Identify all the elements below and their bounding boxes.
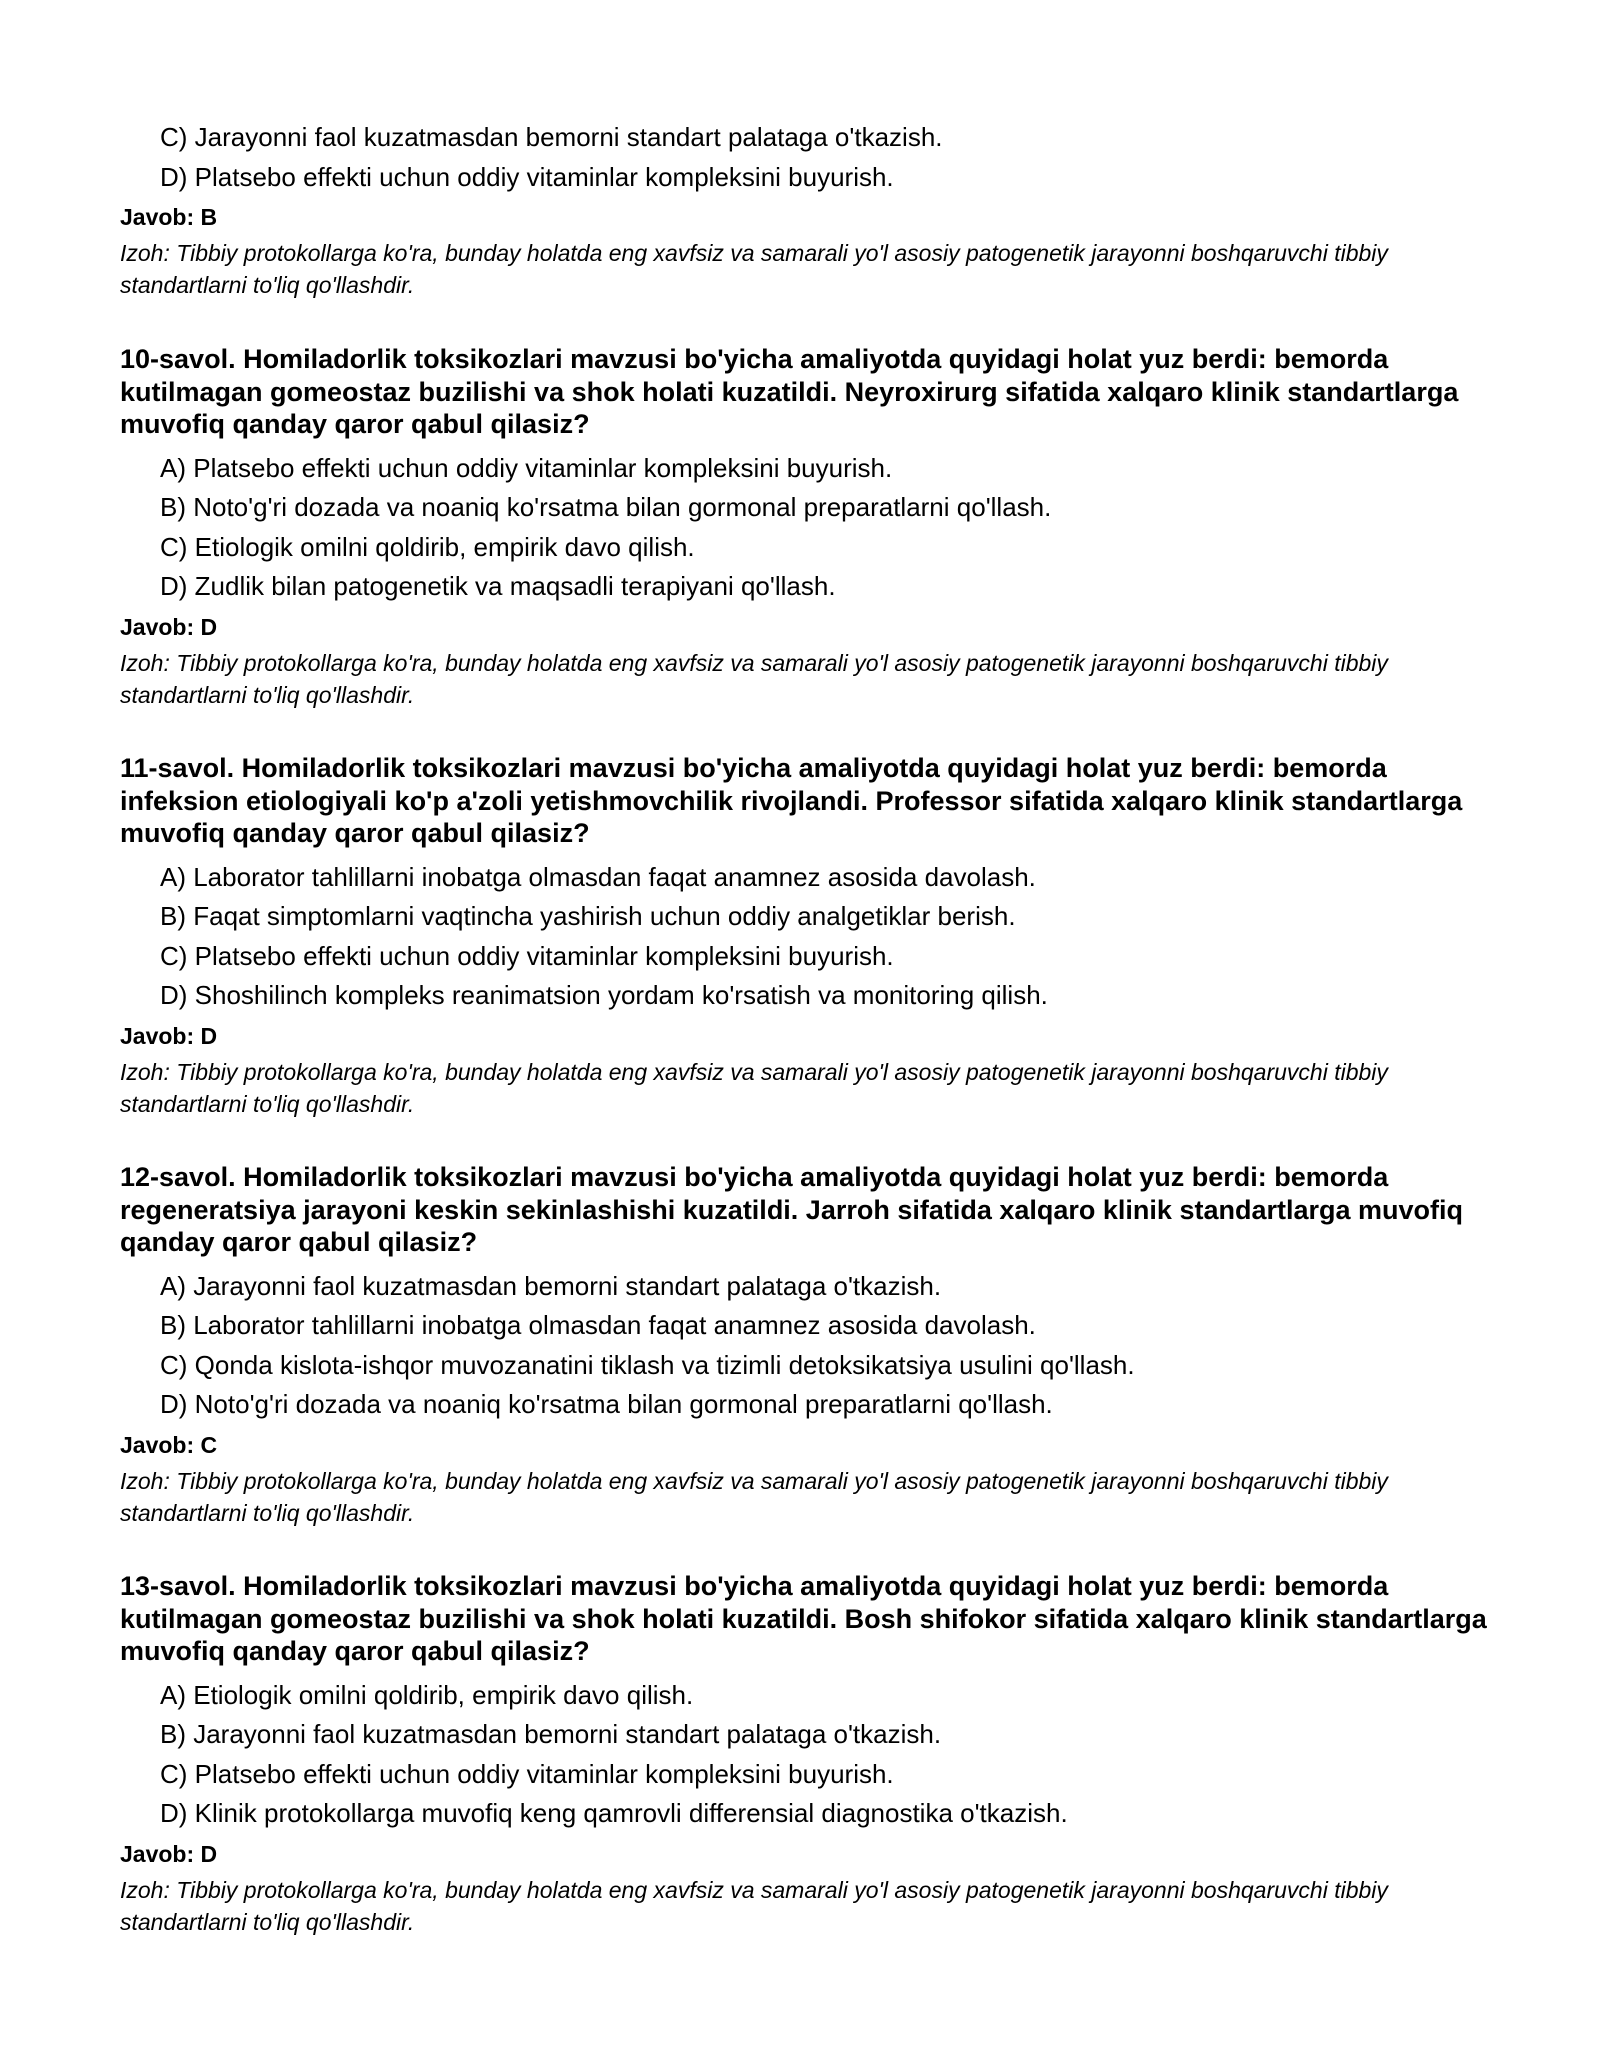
- question-13: [120, 1570, 1500, 1938]
- explanation-text: Izoh: Tibbiy protokollarga ko'ra, bunday holatda eng xavfsiz va samarali yo'l asosiy patogenetik jarayonni boshqaruvchi tibbiy standartlarni to'liq qo'llashdir.: [120, 649, 1388, 708]
- option-b: B) Laborator tahlillarni inobatga olmasdan faqat anamnez asosida davolash.: [160, 1310, 1036, 1340]
- answer-label: Javob: B: [120, 204, 218, 230]
- option-d: D) Klinik protokollarga muvofiq keng qamrovli differensial diagnostika o'tkazish.: [160, 1798, 1068, 1828]
- option-a: A) Jarayonni faol kuzatmasdan bemorni standart palataga o'tkazish.: [160, 1270, 942, 1301]
- option-a: A) Etiologik omilni qoldirib, empirik davo qilish.: [160, 1679, 694, 1710]
- question-text: 10-savol. Homiladorlik toksikozlari mavzusi bo'yicha amaliyotda quyidagi holat yuz berdi: bemorda kutilmagan gomeostaz buzilishi va shok holati kuzatildi. Neyroxirurg sifatida xalqaro klinik standartlarga muvofiq qanday qaror qabul qilasiz?: [120, 344, 1459, 439]
- explanation-text: Izoh: Tibbiy protokollarga ko'ra, bunday holatda eng xavfsiz va samarali yo'l asosiy patogenetik jarayonni boshqaruvchi tibbiy standartlarni to'liq qo'llashdir.: [120, 1876, 1388, 1935]
- option-b: B) Jarayonni faol kuzatmasdan bemorni standart palataga o'tkazish.: [160, 1719, 942, 1749]
- answer-label: Javob: C: [120, 1431, 218, 1458]
- option-a: A) Laborator tahlillarni inobatga olmasdan faqat anamnez asosida davolash.: [160, 861, 1036, 892]
- question-12: [120, 1161, 1500, 1529]
- option-d: D) Noto'g'ri dozada va noaniq ko'rsatma bilan gormonal preparatlarni qo'llash.: [160, 1389, 1053, 1419]
- answer-label: Javob: D: [120, 613, 218, 640]
- explanation-text: Izoh: Tibbiy protokollarga ko'ra, bunday holatda eng xavfsiz va samarali yo'l asosiy patogenetik jarayonni boshqaruvchi tibbiy standartlarni to'liq qo'llashdir.: [120, 1467, 1388, 1526]
- option-d: D) Platsebo effekti uchun oddiy vitaminlar kompleksini buyurish.: [160, 161, 894, 192]
- answer-label: Javob: D: [120, 1022, 218, 1049]
- option-d: D) Zudlik bilan patogenetik va maqsadli terapiyani qo'llash.: [160, 571, 836, 601]
- explanation-text: Izoh: Tibbiy protokollarga ko'ra, bunday holatda eng xavfsiz va samarali yo'l asosiy patogenetik jarayonni boshqaruvchi tibbiy standartlarni to'liq qo'llashdir.: [120, 1058, 1388, 1117]
- question-text: 11-savol. Homiladorlik toksikozlari mavzusi bo'yicha amaliyotda quyidagi holat yuz berdi: bemorda infeksion etiologiyali ko'p a'zoli yetishmovchilik rivojlandi. Professor sifatida xalqaro klinik standartlarga muvofiq qanday qaror qabul qilasiz?: [120, 753, 1463, 848]
- option-b: B) Noto'g'ri dozada va noaniq ko'rsatma bilan gormonal preparatlarni qo'llash.: [160, 492, 1052, 522]
- question-10: [120, 343, 1500, 711]
- option-c: C) Platsebo effekti uchun oddiy vitaminlar kompleksini buyurish.: [160, 1758, 894, 1789]
- option-c: C) Qonda kislota-ishqor muvozanatini tiklash va tizimli detoksikatsiya usulini qo'llash.: [160, 1349, 1135, 1380]
- answer-label: Javob: D: [120, 1840, 218, 1867]
- question-9-fragment: [120, 118, 1500, 301]
- question-text: 12-savol. Homiladorlik toksikozlari mavzusi bo'yicha amaliyotda quyidagi holat yuz berdi: bemorda regeneratsiya jarayoni keskin sekinlashishi kuzatildi. Jarroh sifatida xalqaro klinik standartlarga muvofiq qanday qaror qabul qilasiz?: [120, 1162, 1463, 1257]
- explanation-text: Izoh: Tibbiy protokollarga ko'ra, bunday holatda eng xavfsiz va samarali yo'l asosiy patogenetik jarayonni boshqaruvchi tibbiy standartlarni to'liq qo'llashdir.: [120, 240, 1388, 298]
- option-c: C) Jarayonni faol kuzatmasdan bemorni standart palataga o'tkazish.: [160, 122, 943, 152]
- question-text: 13-savol. Homiladorlik toksikozlari mavzusi bo'yicha amaliyotda quyidagi holat yuz berdi: bemorda kutilmagan gomeostaz buzilishi va shok holati kuzatildi. Bosh shifokor sifatida xalqaro klinik standartlarga muvofiq qanday qaror qabul qilasiz?: [120, 1571, 1487, 1666]
- option-d: D) Shoshilinch kompleks reanimatsion yordam ko'rsatish va monitoring qilish.: [160, 980, 1048, 1010]
- option-c: C) Platsebo effekti uchun oddiy vitaminlar kompleksini buyurish.: [160, 940, 894, 971]
- question-11: [120, 752, 1500, 1120]
- option-a: A) Platsebo effekti uchun oddiy vitaminlar kompleksini buyurish.: [160, 452, 893, 483]
- option-b: B) Faqat simptomlarni vaqtincha yashirish uchun oddiy analgetiklar berish.: [160, 901, 1016, 931]
- option-c: C) Etiologik omilni qoldirib, empirik davo qilish.: [160, 531, 695, 562]
